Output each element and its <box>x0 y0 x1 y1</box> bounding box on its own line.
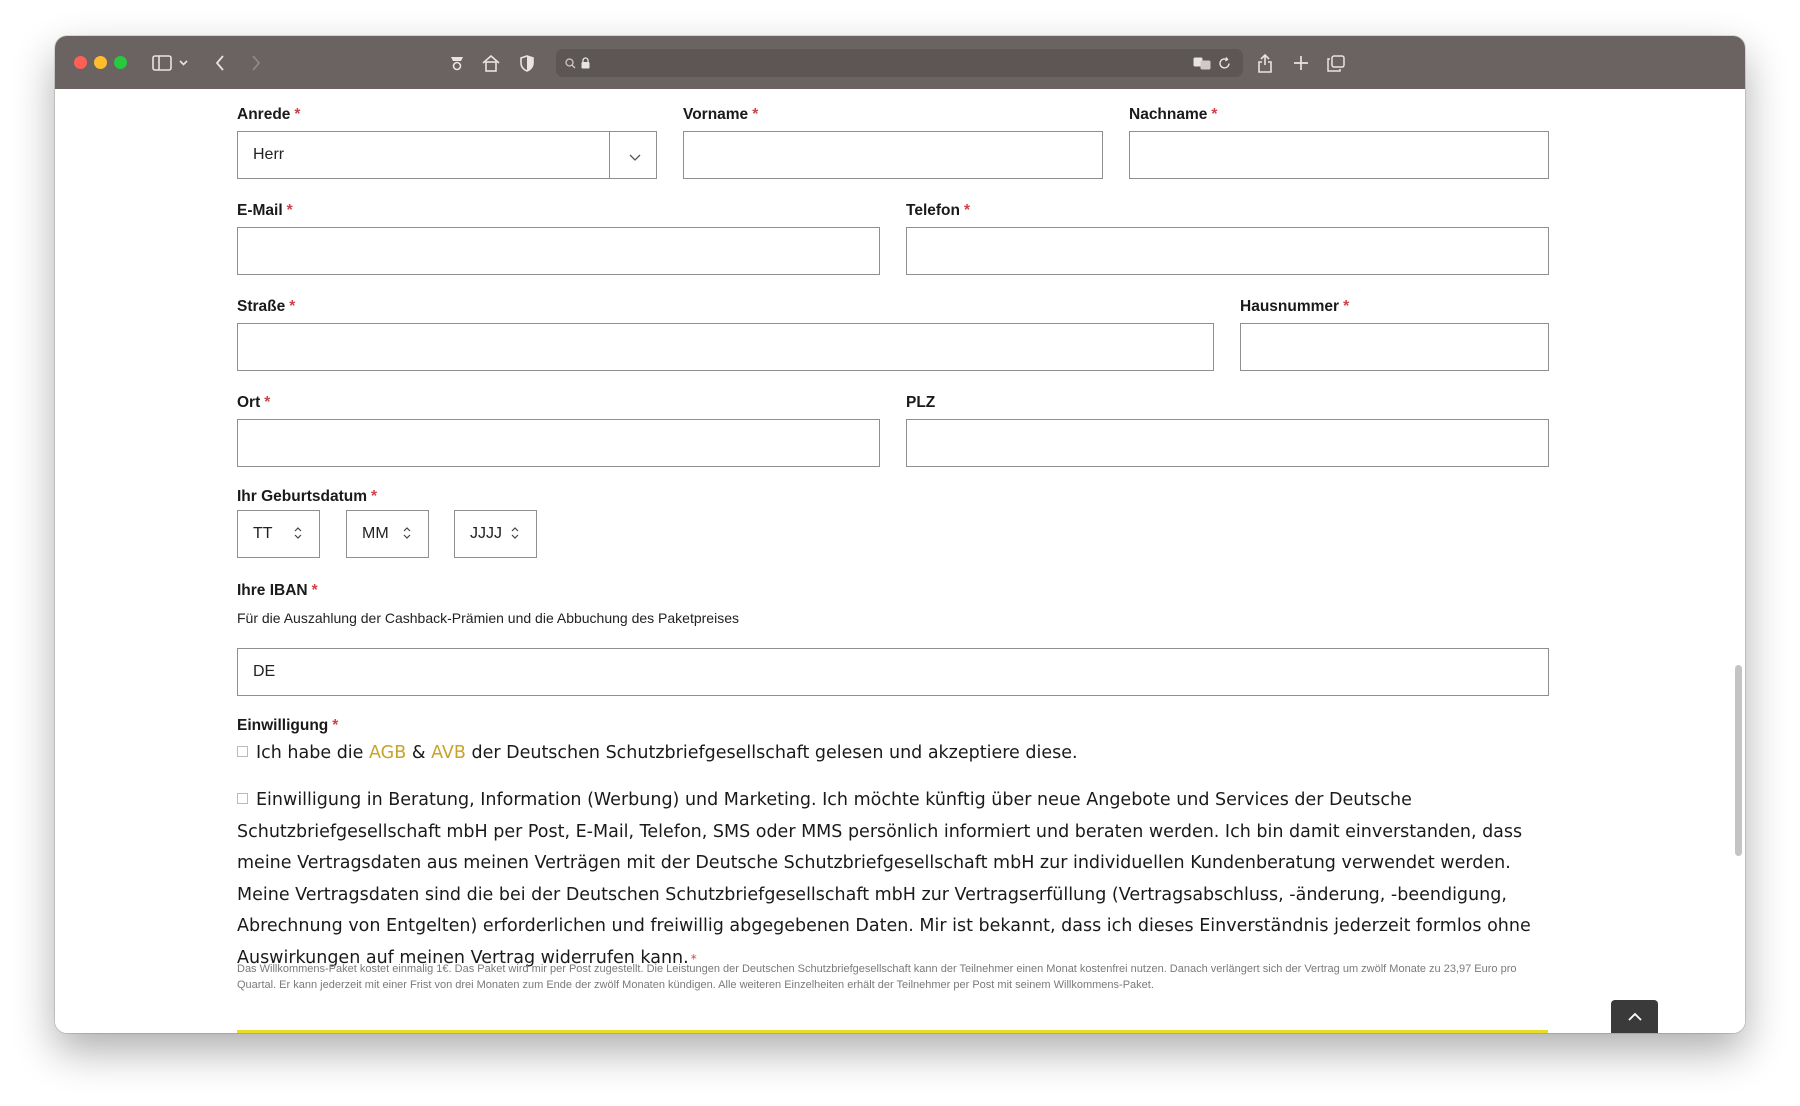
ort-input[interactable] <box>237 419 880 467</box>
scroll-to-top-button[interactable] <box>1611 1000 1658 1033</box>
strasse-input[interactable] <box>237 323 1214 371</box>
vorname-label: Vorname * <box>683 106 759 123</box>
chevron-down-icon[interactable] <box>177 50 189 76</box>
plz-input[interactable] <box>906 419 1549 467</box>
back-icon[interactable] <box>210 50 230 76</box>
hausnummer-label: Hausnummer * <box>1240 298 1350 315</box>
birth-month-select[interactable]: MM <box>346 510 429 558</box>
plz-label: PLZ <box>906 394 936 411</box>
close-window-button[interactable] <box>74 56 87 69</box>
up-down-arrows-icon <box>294 526 302 545</box>
share-icon[interactable] <box>1254 50 1276 76</box>
sidebar-icon[interactable] <box>150 50 174 76</box>
translate-icon[interactable] <box>1191 49 1213 77</box>
agb-consent-row: Ich habe die AGB & AVB der Deutschen Schutzbriefgesellschaft gelesen und akzeptiere diese. <box>237 738 1557 770</box>
iban-input[interactable]: DE <box>237 648 1549 696</box>
minimize-window-button[interactable] <box>94 56 107 69</box>
geburtsdatum-label: Ihr Geburtsdatum * <box>237 488 378 505</box>
birth-day-select[interactable]: TT <box>237 510 320 558</box>
submit-button-edge[interactable] <box>237 1030 1548 1033</box>
home-icon[interactable] <box>480 50 502 76</box>
anrede-label: Anrede * <box>237 106 301 123</box>
up-down-arrows-icon <box>511 526 519 545</box>
anrede-selected-value: Herr <box>253 146 285 163</box>
chevron-down-icon <box>629 149 641 167</box>
telefon-label: Telefon * <box>906 202 971 219</box>
iban-helper-text: Für die Auszahlung der Cashback-Prämien und die Abbuchung des Paketpreises <box>237 610 739 626</box>
einwilligung-label: Einwilligung * <box>237 717 339 734</box>
new-tab-icon[interactable] <box>1291 50 1311 76</box>
browser-toolbar <box>55 36 1745 89</box>
page-scrollbar[interactable] <box>1735 665 1742 856</box>
nachname-label: Nachname * <box>1129 106 1218 123</box>
zoom-window-button[interactable] <box>114 56 127 69</box>
marketing-consent-checkbox[interactable] <box>237 793 248 804</box>
nachname-input[interactable] <box>1129 131 1549 179</box>
bookmark-icon[interactable] <box>446 50 468 76</box>
reload-icon[interactable] <box>1215 49 1233 77</box>
chevron-up-icon <box>1628 1012 1642 1021</box>
marketing-consent-text: Einwilligung in Beratung, Information (Werbung) und Marketing. Ich möchte künftig über neue Angebote und Services der Deutsche Schutzbriefgesellschaft mbH per Post, E-Mail, Telefon, SMS oder MMS persönlich informiert und beraten werden. Ich bin damit einverstanden, dass meine Vertragsdaten aus meinen Verträgen mit der Deutsche Schutzbriefgesellschaft mbH zur individuellen Kundenberatung verwendet werden. Meine Vertragsdaten sind die bei der Deutschen Schutzbriefgesellschaft mbH zur Vertragserfüllung (Vertragsabschluss, -änderung, -beendigung, Abrechnung von Entgelten) erforderlichen und freiwillig abgegebenen Daten. Mir ist bekannt, dass ich dieses Einverständnis jederzeit formlos ohne Auswirkungen auf meinen Vertrag widerrufen kann. <box>237 790 1531 968</box>
strasse-label: Straße * <box>237 298 296 315</box>
email-label: E-Mail * <box>237 202 293 219</box>
smallprint-text: Das Willkommens-Paket kostet einmalig 1€. Das Paket wird mir per Post zugestellt. Die Leistungen der Deutschen Schutzbriefgesellschaft kann der Teilnehmer einen Monat kostenfrei nutzen. Danach verlängert sich der Vertrag um zwölf Monate zu 23,97 Euro pro Quartal. Er kann jederzeit mit einer Frist von drei Monaten zum Ende der zwölf Monaten kündigen. Alle weiteren Einzelheiten erhält der Teilnehmer per Post mit seinem Willkommens-Paket. <box>237 963 1517 991</box>
browser-window <box>55 36 1745 1033</box>
search-icon <box>562 49 578 77</box>
birth-year-select[interactable]: JJJJ <box>454 510 537 558</box>
ort-label: Ort * <box>237 394 271 411</box>
up-down-arrows-icon <box>403 526 411 545</box>
marketing-consent-row: Einwilligung in Beratung, Information (Werbung) und Marketing. Ich möchte künftig über neue Angebote und Services der Deutsche Schutzbriefgesellschaft mbH per Post, E-Mail, Telefon, SMS oder MMS persönlich informiert und beraten werden. Ich bin damit einverstanden, dass meine Vertragsdaten aus meinen Verträgen mit der Deutsche Schutzbriefgesellschaft mbH zur individuellen Kundenberatung verwendet werden. Meine Vertragsdaten sind die bei der Deutschen Schutzbriefgesellschaft mbH zur Vertragserfüllung (Vertragsabschluss, -änderung, -beendigung, Abrechnung von Entgelten) erforderlichen und freiwillig abgegebenen Daten. Mir ist bekannt, dass ich dieses Einverständnis jederzeit formlos ohne Auswirkungen auf meinen Vertrag widerrufen kann. * <box>237 790 1531 968</box>
email-input[interactable] <box>237 227 880 275</box>
lock-icon <box>578 49 592 77</box>
hausnummer-input[interactable] <box>1240 323 1549 371</box>
tabs-overview-icon[interactable] <box>1325 50 1347 76</box>
forward-icon[interactable] <box>246 50 266 76</box>
address-bar[interactable] <box>556 49 1243 77</box>
telefon-input[interactable] <box>906 227 1549 275</box>
privacy-shield-icon[interactable] <box>517 50 537 76</box>
agb-link[interactable]: AGB <box>369 743 407 763</box>
vorname-input[interactable] <box>683 131 1103 179</box>
iban-label: Ihre IBAN * <box>237 582 318 599</box>
anrede-select[interactable] <box>237 131 657 179</box>
avb-link[interactable]: AVB <box>431 743 466 763</box>
agb-consent-checkbox[interactable] <box>237 746 248 757</box>
